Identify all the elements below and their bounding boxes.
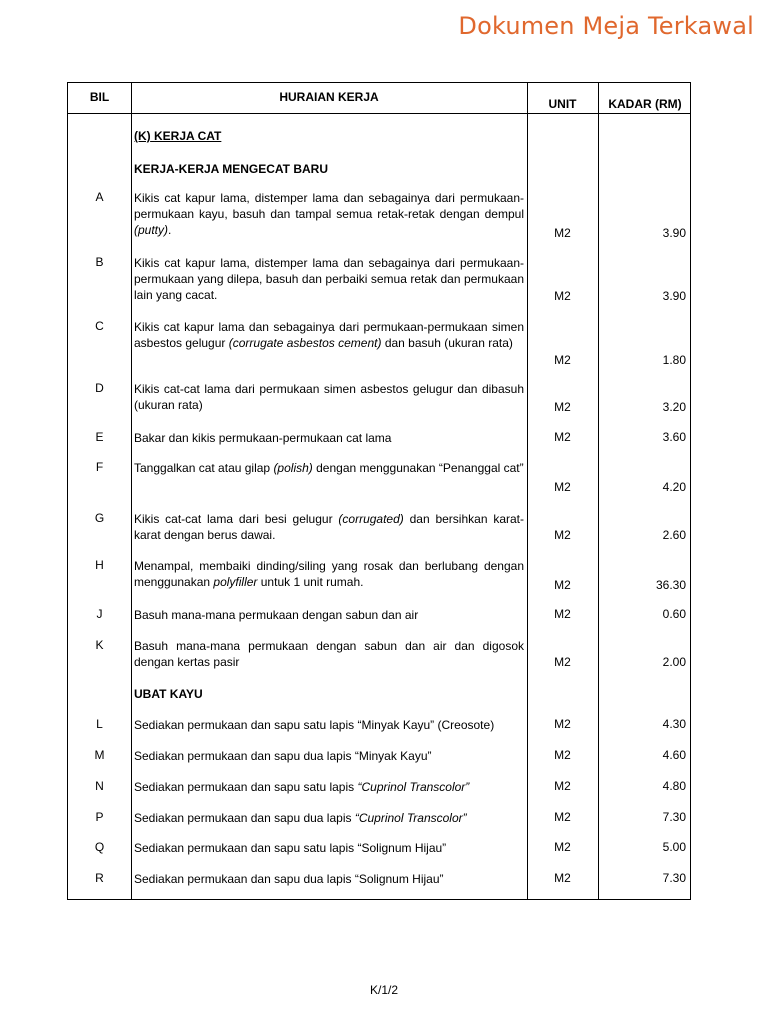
row-kadar: 4.20 bbox=[662, 480, 686, 494]
row-bil: K bbox=[95, 638, 104, 652]
row-kadar: 4.60 bbox=[662, 748, 686, 762]
row-kadar: 3.20 bbox=[662, 400, 686, 414]
document-title: Dokumen Meja Terkawal bbox=[458, 12, 754, 40]
row-description: Sediakan permukaan dan sapu dua lapis “Solignum Hijau” bbox=[134, 872, 444, 886]
row-bil: E bbox=[95, 430, 104, 444]
row-bil: M bbox=[94, 748, 105, 762]
row-unit: M2 bbox=[554, 607, 571, 621]
section-heading-kerja-cat bbox=[134, 129, 221, 143]
section-code: (K) bbox=[134, 129, 151, 143]
row-unit: M2 bbox=[554, 655, 571, 669]
row-unit: M2 bbox=[554, 578, 571, 592]
row-kadar: 1.80 bbox=[662, 353, 686, 367]
header-huraian: HURAIAN KERJA bbox=[279, 90, 379, 104]
row-description: Tanggalkan cat atau gilap (polish) dengan menggunakan “Penanggal cat” bbox=[134, 461, 524, 475]
row-unit: M2 bbox=[554, 717, 571, 731]
header-unit: UNIT bbox=[548, 97, 577, 111]
row-kadar: 4.80 bbox=[662, 779, 686, 793]
row-bil: D bbox=[95, 381, 104, 395]
row-bil: A bbox=[95, 190, 104, 204]
row-kadar: 7.30 bbox=[662, 810, 686, 824]
row-description: Kikis cat kapur lama, distemper lama dan sebagainya dari permukaan-permukaan yang dilepa, basuh dan perbaiki semua retak dan permukaan lain yang cacat. bbox=[134, 256, 524, 302]
row-unit: M2 bbox=[554, 400, 571, 414]
row-description: Basuh mana-mana permukaan dengan sabun dan air bbox=[134, 608, 419, 622]
row-unit: M2 bbox=[554, 871, 571, 885]
row-bil: H bbox=[95, 558, 104, 572]
row-description: Kikis cat kapur lama dan sebagainya dari permukaan-permukaan simen asbestos gelugur (corrugate asbestos cement) dan basuh (ukuran rata) bbox=[134, 320, 524, 350]
column-divider bbox=[598, 83, 599, 899]
row-unit: M2 bbox=[554, 430, 571, 444]
row-bil: B bbox=[95, 255, 104, 269]
header-divider bbox=[68, 113, 690, 114]
row-description: Bakar dan kikis permukaan-permukaan cat lama bbox=[134, 431, 392, 445]
row-description: Basuh mana-mana permukaan dengan sabun dan air dan digosok dengan kertas pasir bbox=[134, 639, 524, 669]
row-bil: N bbox=[95, 779, 104, 793]
row-kadar: 3.60 bbox=[662, 430, 686, 444]
subsection-heading-mengecat-baru: KERJA-KERJA MENGECAT BARU bbox=[134, 162, 329, 176]
row-unit: M2 bbox=[554, 779, 571, 793]
page-number: K/1/2 bbox=[369, 983, 399, 997]
row-kadar: 5.00 bbox=[662, 840, 686, 854]
row-description: Kikis cat-cat lama dari permukaan simen asbestos gelugur dan dibasuh (ukuran rata) bbox=[134, 382, 524, 412]
row-description: Kikis cat kapur lama, distemper lama dan sebagainya dari permukaan-permukaan kayu, basuh dan tampal semua retak-retak dengan dempul (putty). bbox=[134, 191, 524, 237]
subsection-heading-ubat-kayu: UBAT KAYU bbox=[134, 687, 203, 701]
row-unit: M2 bbox=[554, 480, 571, 494]
row-description: Sediakan permukaan dan sapu satu lapis “Minyak Kayu” (Creosote) bbox=[134, 718, 495, 732]
row-bil: L bbox=[96, 717, 103, 731]
row-unit: M2 bbox=[554, 840, 571, 854]
row-description: Kikis cat-cat lama dari besi gelugur (corrugated) dan bersihkan karat-karat dengan berus dawai. bbox=[134, 512, 524, 542]
row-kadar: 3.90 bbox=[662, 226, 686, 240]
row-kadar: 0.60 bbox=[662, 607, 686, 621]
row-unit: M2 bbox=[554, 810, 571, 824]
row-bil: R bbox=[95, 871, 104, 885]
row-kadar: 2.00 bbox=[662, 655, 686, 669]
header-bil: BIL bbox=[89, 90, 110, 104]
row-description: Sediakan permukaan dan sapu satu lapis “Cuprinol Transcolor” bbox=[134, 780, 470, 794]
row-unit: M2 bbox=[554, 226, 571, 240]
row-description: Sediakan permukaan dan sapu dua lapis “Minyak Kayu” bbox=[134, 749, 432, 763]
row-kadar: 36.30 bbox=[655, 578, 686, 592]
column-divider bbox=[131, 83, 132, 899]
row-kadar: 7.30 bbox=[662, 871, 686, 885]
row-description: Sediakan permukaan dan sapu satu lapis “Solignum Hijau” bbox=[134, 841, 447, 855]
row-description: Menampal, membaiki dinding/siling yang rosak dan berlubang dengan menggunakan polyfiller untuk 1 unit rumah. bbox=[134, 559, 524, 589]
row-bil: F bbox=[95, 460, 104, 474]
row-kadar: 2.60 bbox=[662, 528, 686, 542]
row-description: Sediakan permukaan dan sapu dua lapis “Cuprinol Transcolor” bbox=[134, 811, 467, 825]
row-unit: M2 bbox=[554, 528, 571, 542]
header-kadar: KADAR (RM) bbox=[608, 97, 682, 111]
row-bil: Q bbox=[94, 840, 105, 854]
row-unit: M2 bbox=[554, 353, 571, 367]
row-kadar: 3.90 bbox=[662, 289, 686, 303]
row-bil: C bbox=[95, 319, 104, 333]
row-unit: M2 bbox=[554, 289, 571, 303]
section-name: KERJA CAT bbox=[154, 129, 222, 143]
row-kadar: 4.30 bbox=[662, 717, 686, 731]
row-bil: J bbox=[96, 607, 103, 621]
row-bil: P bbox=[95, 810, 104, 824]
row-bil: G bbox=[94, 511, 105, 525]
row-unit: M2 bbox=[554, 748, 571, 762]
rates-table bbox=[67, 82, 691, 900]
